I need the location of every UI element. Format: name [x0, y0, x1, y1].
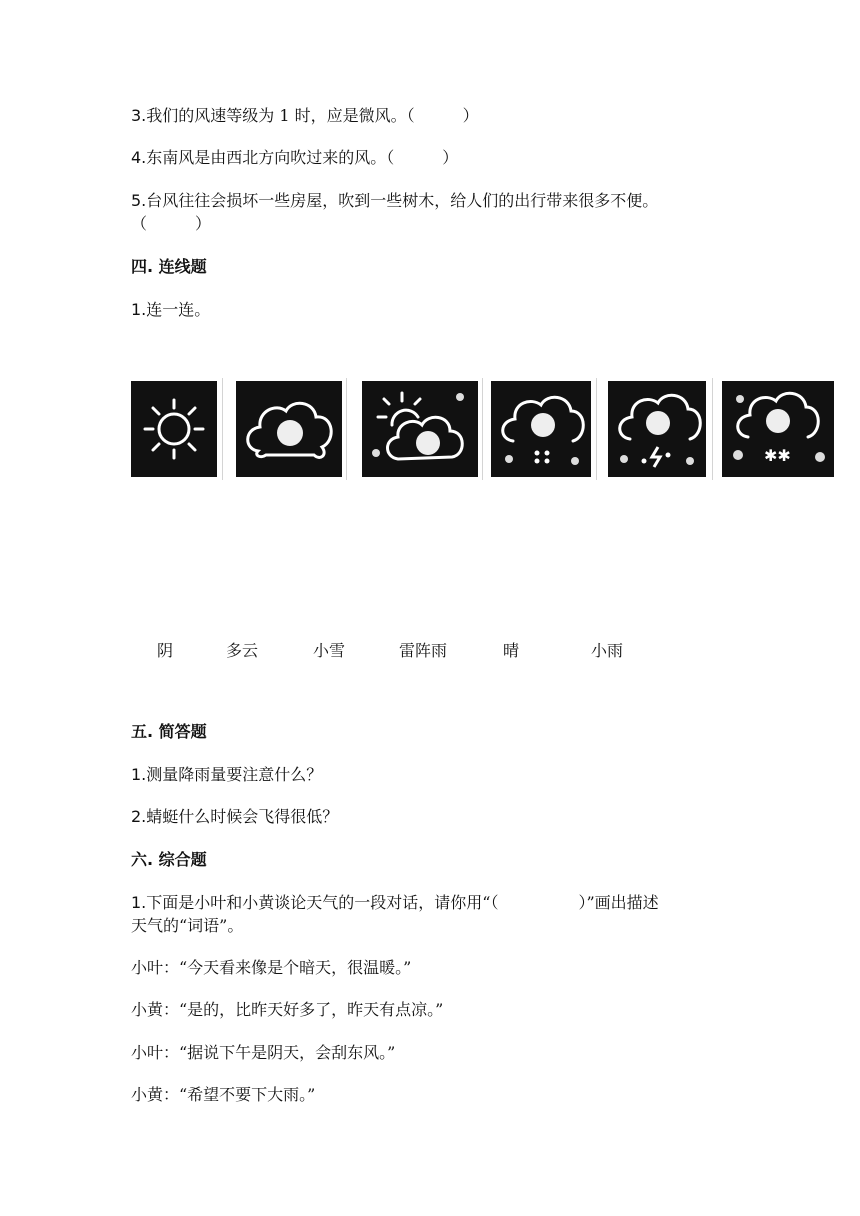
option-label: 小雨 — [591, 641, 624, 660]
matching-question-1 — [131, 299, 210, 321]
section-5-title: 五. 简答题 — [131, 722, 207, 741]
short-answer-question-2 — [131, 806, 338, 828]
divider — [346, 378, 347, 480]
sun-icon — [131, 381, 217, 477]
divider — [712, 378, 713, 480]
question-text: 下面是小叶和小黄谈论天气的一段对话，请你用“（ ）”画出描述 — [146, 893, 659, 912]
option-label: 雷阵雨 — [399, 641, 448, 660]
question-text: 我们的风速等级为 1 时，应是微风。（ ） — [146, 106, 479, 125]
section-6-title: 六. 综合题 — [131, 850, 207, 869]
question-3 — [131, 105, 479, 127]
question-text: 东南风是由西北方向吹过来的风。（ ） — [146, 148, 459, 167]
thunderstorm-icon — [608, 381, 706, 477]
question-number: 1. — [131, 765, 147, 784]
question-number: 4. — [131, 148, 147, 167]
question-number: 3. — [131, 106, 147, 125]
question-4 — [131, 147, 458, 169]
partly-cloudy-icon — [362, 381, 478, 477]
short-answer-question-1 — [131, 764, 322, 786]
dialogue-line: 小叶：“据说下午是阴天，会刮东风。” — [131, 1043, 396, 1062]
comprehensive-question-1 — [131, 892, 659, 914]
divider — [222, 378, 223, 480]
divider — [482, 378, 483, 480]
question-5-answer-bracket: （ ） — [131, 214, 212, 233]
question-text: 蜻蜓什么时候会飞得很低？ — [146, 807, 339, 826]
question-number: 1. — [131, 893, 147, 912]
question-text: 台风往往会损坏一些房屋，吹到一些树木，给人们的出行带来很多不便。 — [146, 191, 659, 210]
light-rain-icon — [491, 381, 591, 477]
option-label: 小雪 — [313, 641, 346, 660]
question-5 — [131, 190, 658, 212]
option-label: 阴 — [157, 641, 174, 660]
section-4-title: 四. 连线题 — [131, 257, 207, 276]
overcast-cloud-icon — [236, 381, 342, 477]
svg-text:✱✱: ✱✱ — [764, 446, 791, 465]
question-text-continued: 天气的“词语”。 — [131, 916, 244, 935]
question-number: 1. — [131, 300, 147, 319]
dialogue-line: 小黄：“希望不要下大雨。” — [131, 1085, 316, 1104]
option-label: 晴 — [503, 641, 520, 660]
option-label: 多云 — [226, 641, 259, 660]
divider — [596, 378, 597, 480]
question-text: 连一连。 — [146, 300, 211, 319]
dialogue-line: 小叶：“今天看来像是个暗天，很温暖。” — [131, 958, 412, 977]
dialogue-line: 小黄：“是的，比昨天好多了，昨天有点凉。” — [131, 1000, 444, 1019]
question-number: 2. — [131, 807, 147, 826]
question-number: 5. — [131, 191, 147, 210]
question-text: 测量降雨量要注意什么？ — [146, 765, 323, 784]
light-snow-icon — [722, 381, 834, 477]
